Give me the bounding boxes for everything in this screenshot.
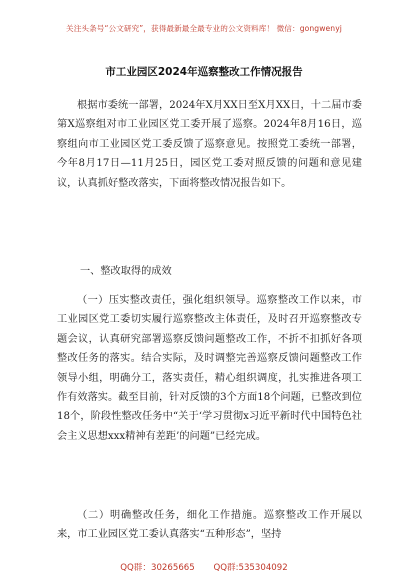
paragraph-responsibility [57,291,362,446]
footer-qq-group-2: QQ群:535304092 [213,563,288,573]
document-title: 市工业园区2024年巡察整改工作情况报告 [105,66,303,78]
footer-contact [0,561,408,573]
paragraph-text: （一）压实整改责任，强化组织领导。巡察整改工作以来，市工业园区党工委切实履行巡察整改主体责任，及时召开巡察整改专题会议，认真研究部署巡察反馈问题整改工作，不折不扣抓好各项整改任务的落实。结合实际，及时调整完善巡察反馈问题整改工作领导小组，明确分工，落实责任，精心组织调度，扎实推进各项工作有效落实。截至目前，针对反馈的3个方面18个问题，已整改到位18个，阶段性整改任务中“关于‘学习贯彻x习近平新时代中国特色社会主义思想xxx精神有差距’的问题”已经完成。 [57,295,362,442]
paragraph-text: 根据市委统一部署，2024年X月XX日至X月XX日，十二届市委第X巡察组对市工业园区党工委开展了巡察。2024年8月16日，巡察组向市工业园区党工委反馈了巡察意见。按照党工委统一部署，今年8月17日—11月25日，园区党工委对照反馈的问题和意见建议，认真抓好整改落实，下面将整改情况报告如下。 [57,100,362,189]
footer-qq-group-1: QQ群：30265665 [120,563,195,573]
paragraph-text: （二）明确整改任务，细化工作措施。巡察整改工作开展以来，市工业园区党工委认真落实“五种形态”，坚持 [57,510,362,541]
paragraph-tasks [57,506,362,545]
section-heading-results: 一、整改取得的成效 [80,266,172,277]
paragraph-intro [57,96,362,193]
header-watermark-note: 关注头条号“公文研究”，获得最新最全最专业的公文资料库！ 微信：gongwenyj [66,24,342,33]
